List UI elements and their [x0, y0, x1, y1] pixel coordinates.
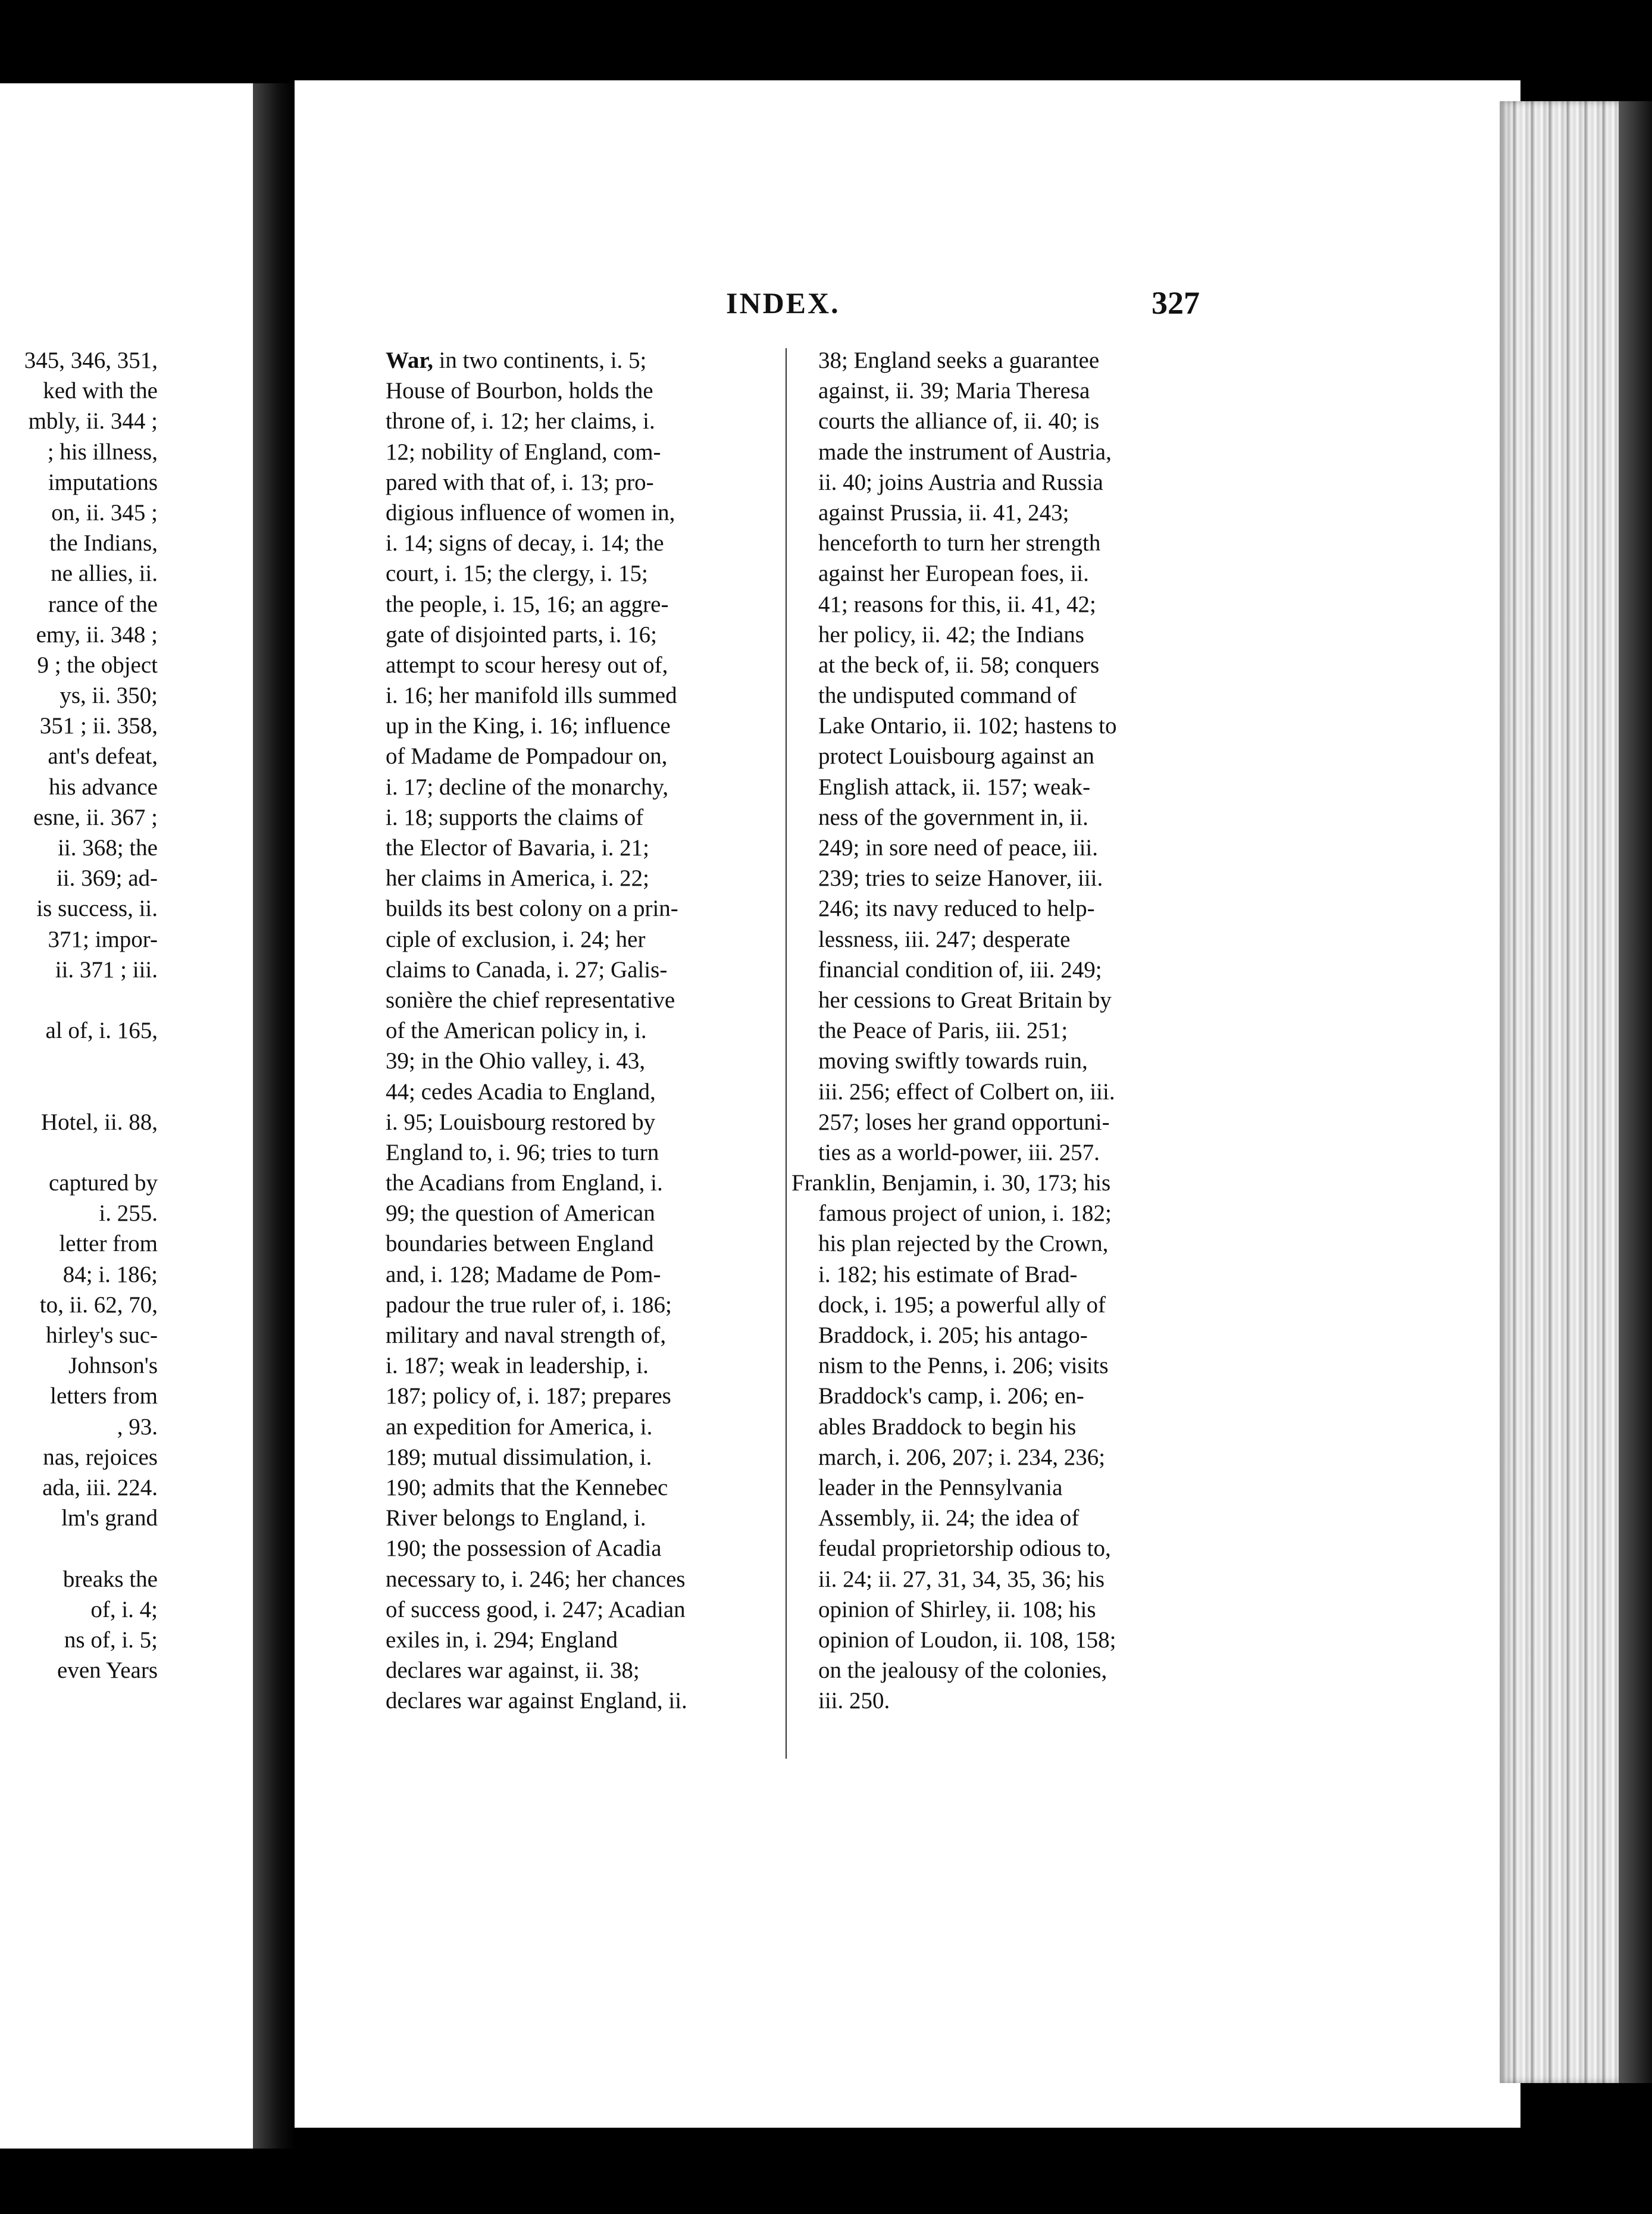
index-line: 249; in sore need of peace, iii.: [818, 835, 1098, 861]
index-line: the Acadians from England, i.: [386, 1170, 663, 1196]
left-page-line: 345, 346, 351,: [24, 348, 158, 373]
index-line: i. 17; decline of the monarchy,: [386, 774, 669, 800]
index-line: England to, i. 96; tries to turn: [386, 1139, 659, 1165]
left-page-line: of, i. 4;: [90, 1596, 158, 1622]
index-line: leader in the Pennsylvania: [818, 1474, 1063, 1500]
page-edges-shadow: [1619, 101, 1652, 2083]
index-line: march, i. 206, 207; i. 234, 236;: [818, 1444, 1106, 1470]
left-page-line: his advance: [48, 774, 158, 800]
index-line: i. 14; signs of decay, i. 14; the: [386, 530, 664, 556]
index-line: English attack, ii. 157; weak-: [818, 774, 1091, 800]
index-line: Assembly, ii. 24; the idea of: [818, 1505, 1080, 1531]
index-line: attempt to scour heresy out of,: [386, 652, 668, 678]
index-line: 257; loses her grand opportuni-: [818, 1109, 1110, 1135]
index-line: Lake Ontario, ii. 102; hastens to: [818, 713, 1117, 739]
index-line: her policy, ii. 42; the Indians: [818, 621, 1084, 648]
index-line: sonière the chief representative: [386, 987, 675, 1013]
left-page-line: al of, i. 165,: [45, 1018, 158, 1044]
left-page-line: ii. 369; ad-: [56, 865, 158, 892]
column-divider: [786, 348, 787, 1759]
index-line: henceforth to turn her strength: [818, 530, 1101, 556]
index-line: lessness, iii. 247; desperate: [818, 926, 1071, 952]
index-column-2: [791, 345, 1208, 1716]
left-page-line: mbly, ii. 344 ;: [28, 408, 158, 434]
index-line: 39; in the Ohio valley, i. 43,: [386, 1048, 646, 1074]
index-line: and, i. 128; Madame de Pom-: [386, 1261, 661, 1287]
left-page-line: ii. 371 ; iii.: [55, 956, 158, 983]
index-line: ties as a world-power, iii. 257.: [818, 1139, 1100, 1165]
index-line: nism to the Penns, i. 206; visits: [818, 1353, 1109, 1379]
left-page-line: the Indians,: [49, 530, 158, 556]
gutter-shadow: [253, 83, 295, 2149]
left-page-line: even Years: [57, 1658, 158, 1684]
index-line: his plan rejected by the Crown,: [818, 1231, 1109, 1257]
index-line: an expedition for America, i.: [386, 1414, 653, 1440]
index-line: up in the King, i. 16; influence: [386, 713, 671, 739]
left-page-line: [0, 985, 158, 1015]
left-page-line: ada, iii. 224.: [42, 1474, 158, 1500]
index-line: financial condition of, iii. 249;: [818, 956, 1102, 983]
index-line: 190; admits that the Kennebec: [386, 1474, 668, 1500]
index-line: famous project of union, i. 182;: [818, 1200, 1112, 1227]
index-line: made the instrument of Austria,: [818, 439, 1112, 465]
index-line: 187; policy of, i. 187; prepares: [386, 1383, 671, 1409]
index-line: 12; nobility of England, com-: [386, 439, 661, 465]
index-line-text: in two continents, i. 5;: [433, 348, 647, 373]
index-line: 38; England seeks a guarantee: [818, 348, 1100, 373]
index-line: 190; the possession of Acadia: [386, 1536, 662, 1562]
index-line: on the jealousy of the colonies,: [818, 1658, 1107, 1684]
index-line: iii. 256; effect of Colbert on, iii.: [818, 1078, 1115, 1105]
left-page-line: 84; i. 186;: [62, 1261, 158, 1287]
index-lead-word: War,: [386, 348, 433, 373]
left-page-line: ked with the: [43, 378, 158, 404]
index-line: 189; mutual dissimulation, i.: [386, 1444, 652, 1470]
index-line: the Elector of Bavaria, i. 21;: [386, 835, 649, 861]
left-page-line: [0, 1077, 158, 1107]
index-line: declares war against, ii. 38;: [386, 1658, 640, 1684]
index-line: House of Bourbon, holds the: [386, 378, 653, 404]
left-page-line: esne, ii. 367 ;: [33, 804, 158, 830]
index-line: i. 16; her manifold ills summed: [386, 683, 677, 709]
index-line: iii. 250.: [818, 1688, 890, 1714]
index-line: i. 187; weak in leadership, i.: [386, 1353, 649, 1379]
index-line: protect Louisbourg against an: [818, 743, 1094, 770]
running-head: INDEX.: [726, 286, 840, 320]
index-line: against her European foes, ii.: [818, 561, 1089, 587]
index-line: against, ii. 39; Maria Theresa: [818, 378, 1090, 404]
index-line: 246; its navy reduced to help-: [818, 896, 1095, 922]
index-line: courts the alliance of, ii. 40; is: [818, 408, 1100, 434]
index-line: ii. 24; ii. 27, 31, 34, 35, 36; his: [818, 1566, 1105, 1592]
index-line: i. 95; Louisbourg restored by: [386, 1109, 656, 1135]
index-line: ness of the government in, ii.: [818, 804, 1088, 830]
index-line: builds its best colony on a prin-: [386, 896, 678, 922]
index-line: feudal proprietorship odious to,: [818, 1536, 1111, 1562]
left-page-line: [0, 1533, 158, 1563]
index-line: [386, 345, 772, 376]
left-page-line: ii. 368; the: [58, 835, 158, 861]
index-line: necessary to, i. 246; her chances: [386, 1566, 686, 1592]
left-page-line: captured by: [48, 1170, 158, 1196]
left-page-line: 9 ; the object: [37, 652, 158, 678]
left-page-line: , 93.: [117, 1414, 158, 1440]
left-page-line: 351 ; ii. 358,: [39, 713, 158, 739]
left-page-line: Johnson's: [68, 1353, 158, 1379]
index-line: 44; cedes Acadia to England,: [386, 1078, 656, 1105]
left-page-line: [0, 1137, 158, 1168]
index-line: opinion of Loudon, ii. 108, 158;: [818, 1627, 1116, 1653]
index-line: moving swiftly towards ruin,: [818, 1048, 1088, 1074]
index-line: boundaries between England: [386, 1231, 654, 1257]
index-line: at the beck of, ii. 58; conquers: [818, 652, 1100, 678]
index-line: Braddock, i. 205; his antago-: [818, 1322, 1088, 1348]
index-line: River belongs to England, i.: [386, 1505, 646, 1531]
left-page-line: ne allies, ii.: [51, 561, 158, 587]
index-line: padour the true ruler of, i. 186;: [386, 1292, 672, 1318]
left-page-line: emy, ii. 348 ;: [36, 621, 158, 648]
left-page-line: ns of, i. 5;: [64, 1627, 158, 1653]
index-line: 41; reasons for this, ii. 41, 42;: [818, 591, 1096, 617]
index-line: opinion of Shirley, ii. 108; his: [818, 1596, 1096, 1622]
left-page-line: [0, 1046, 158, 1076]
left-page-line: 371; impor-: [48, 926, 158, 952]
left-page-line: is success, ii.: [36, 896, 158, 922]
left-page-line: lm's grand: [61, 1505, 158, 1531]
index-line: pared with that of, i. 13; pro-: [386, 469, 654, 495]
index-entry-head: Franklin, Benjamin, i. 30, 173; his: [791, 1170, 1111, 1196]
index-line: Braddock's camp, i. 206; en-: [818, 1383, 1084, 1409]
left-page-line: breaks the: [62, 1566, 158, 1592]
left-page-line: i. 255.: [99, 1200, 158, 1227]
left-page-line: letters from: [50, 1383, 158, 1409]
index-line: her cessions to Great Britain by: [818, 987, 1112, 1013]
index-line: the undisputed command of: [818, 683, 1077, 709]
index-line: of Madame de Pompadour on,: [386, 743, 668, 770]
index-line: court, i. 15; the clergy, i. 15;: [386, 561, 648, 587]
left-page-line: imputations: [48, 469, 158, 495]
index-line: the people, i. 15, 16; an aggre-: [386, 591, 669, 617]
index-line: of the American policy in, i.: [386, 1018, 647, 1044]
left-page-line: ys, ii. 350;: [60, 683, 158, 709]
left-page-line: letter from: [59, 1231, 158, 1257]
index-line: military and naval strength of,: [386, 1322, 667, 1348]
left-page-line: on, ii. 345 ;: [51, 499, 158, 526]
page-edges: [1500, 101, 1637, 2083]
index-line: exiles in, i. 294; England: [386, 1627, 618, 1653]
left-page-line: hirley's suc-: [46, 1322, 158, 1348]
left-page-line: ant's defeat,: [48, 743, 158, 770]
index-line: gate of disjointed parts, i. 16;: [386, 621, 658, 648]
index-line: ciple of exclusion, i. 24; her: [386, 926, 646, 952]
page-number: 327: [1152, 285, 1200, 321]
index-line: digious influence of women in,: [386, 499, 675, 526]
index-line: of success good, i. 247; Acadian: [386, 1596, 686, 1622]
index-line: i. 18; supports the claims of: [386, 804, 644, 830]
index-line: throne of, i. 12; her claims, i.: [386, 408, 655, 434]
index-line: ii. 40; joins Austria and Russia: [818, 469, 1103, 495]
left-page-line: rance of the: [48, 591, 158, 617]
index-line: declares war against England, ii.: [386, 1688, 687, 1714]
index-line: 239; tries to seize Hanover, iii.: [818, 865, 1103, 892]
index-line: dock, i. 195; a powerful ally of: [818, 1292, 1106, 1318]
index-line: her claims in America, i. 22;: [386, 865, 649, 892]
index-line: i. 182; his estimate of Brad-: [818, 1261, 1078, 1287]
left-page-line: Hotel, ii. 88,: [40, 1109, 158, 1135]
left-page-text: [0, 345, 158, 1685]
index-line: ables Braddock to begin his: [818, 1414, 1077, 1440]
index-line: against Prussia, ii. 41, 243;: [818, 499, 1069, 526]
left-page-line: to, ii. 62, 70,: [39, 1292, 158, 1318]
left-page-line: nas, rejoices: [43, 1444, 158, 1470]
index-line: claims to Canada, i. 27; Galis-: [386, 956, 668, 983]
index-line: 99; the question of American: [386, 1200, 655, 1227]
index-line: the Peace of Paris, iii. 251;: [818, 1018, 1068, 1044]
index-column-1: [386, 345, 772, 1716]
left-page-line: ; his illness,: [47, 439, 158, 465]
